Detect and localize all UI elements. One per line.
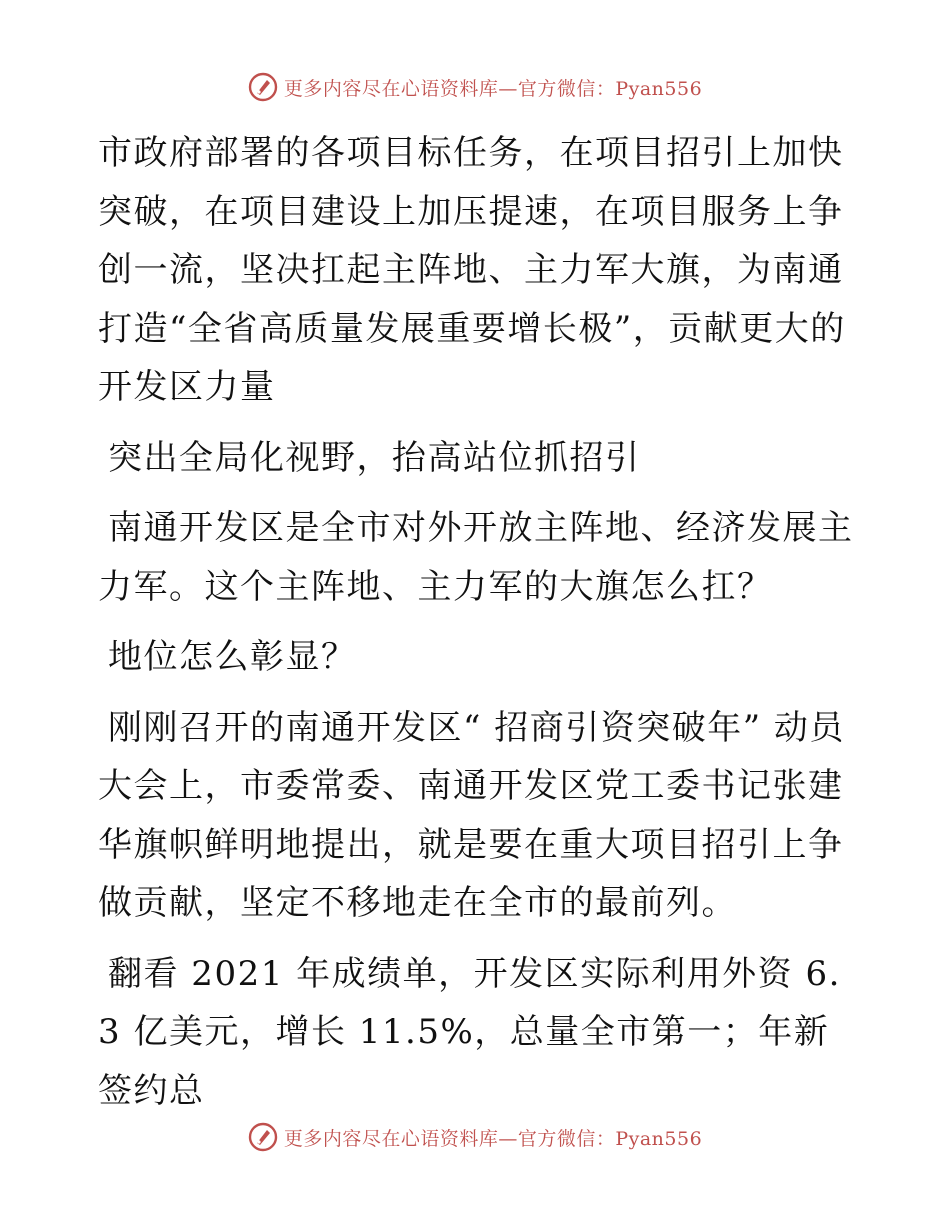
paragraph: 翻看 2021 年成绩单，开发区实际利用外资 6.3 亿美元，增长 11.5%，总量全市第一；年新签约总 [98,953,841,1111]
header-watermark [0,72,950,102]
paragraph: 地位怎么彰显？ [108,637,357,677]
paragraph: 南通开发区是全市对外开放主阵地、经济发展主力军。这个主阵地、主力军的大旗怎么扛？ [98,508,854,607]
paragraph: 市政府部署的各项目标任务，在项目招引上加快突破，在项目建设上加压提速，在项目服务上争创一流，坚决扛起主阵地、主力军大旗，为南通打造“全省高质量发展重要增长极”，贡献更大的开发区力量 [98,133,846,407]
watermark-text: 更多内容尽在心语资料库—官方微信：Pyan556 [283,1127,703,1150]
document-body [98,124,858,1132]
footer-watermark [0,1122,950,1152]
pen-nib-logo-icon [248,1122,278,1152]
watermark-text: 更多内容尽在心语资料库—官方微信：Pyan556 [283,77,703,100]
section-heading: 突出全局化视野，抬高站位抓招引 [108,437,641,478]
pen-nib-logo-icon [248,72,278,102]
paragraph: 刚刚召开的南通开发区“ 招商引资突破年” 动员大会上，市委常委、南通开发区党工委书记张建华旗帜鲜明地提出，就是要在重大项目招引上争做贡献，坚定不移地走在全市的最前列。 [98,707,845,923]
